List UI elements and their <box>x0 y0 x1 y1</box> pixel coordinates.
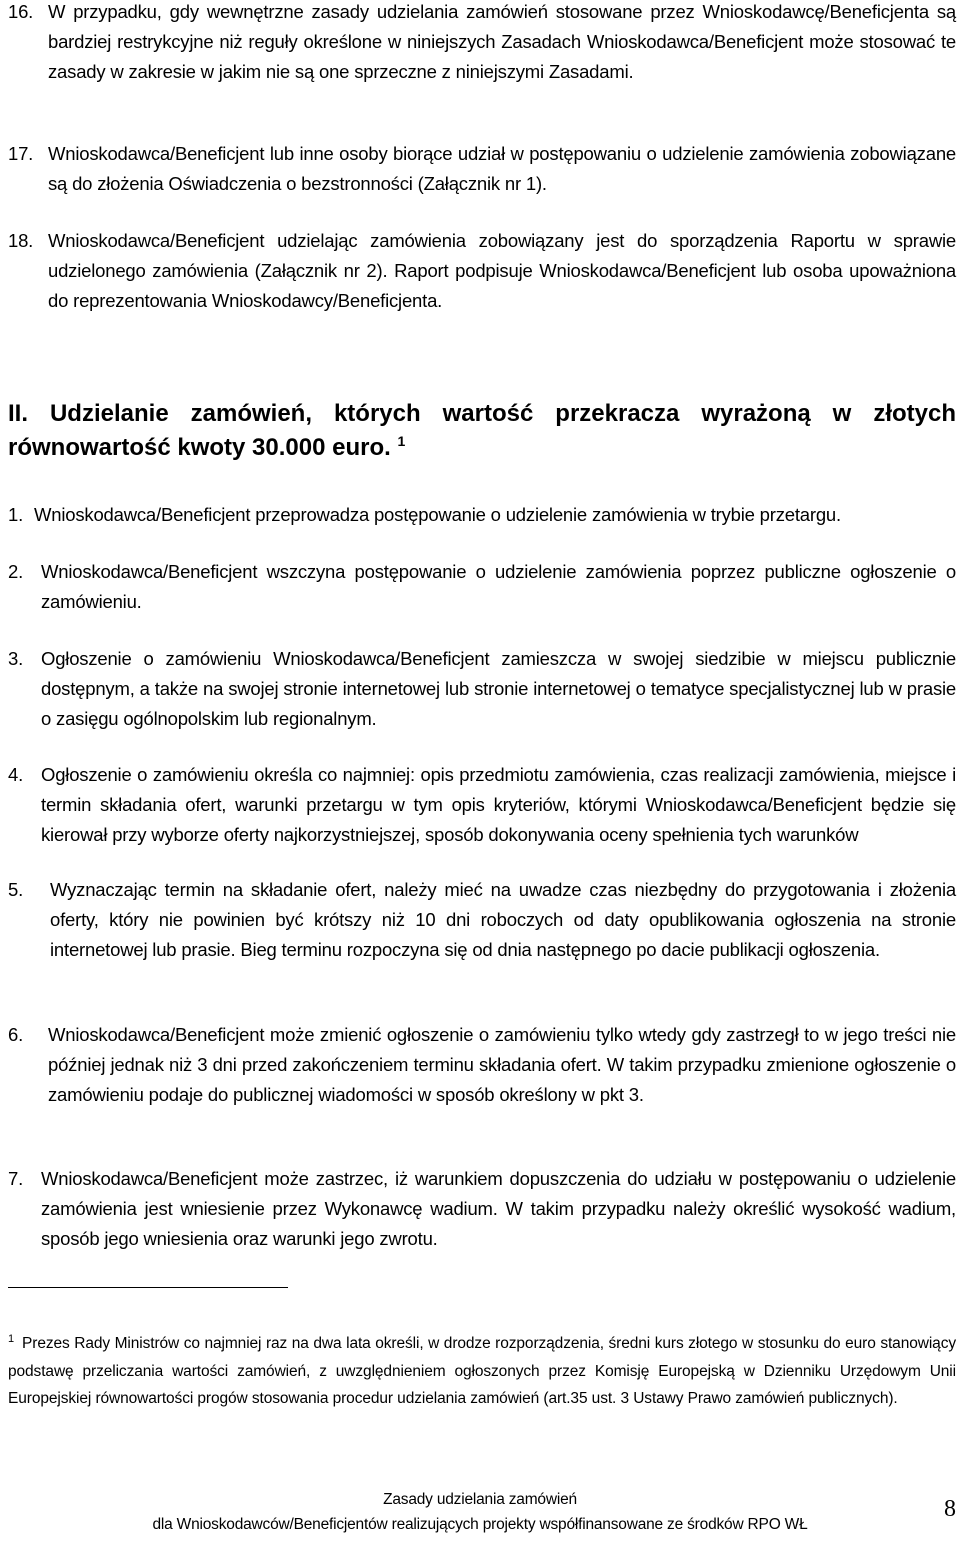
page-footer <box>100 1487 860 1537</box>
item-text: Wnioskodawca/Beneficjent może zastrzec, iż warunkiem dopuszczenia do udziału w postępowaniu o udzielenie zamówienia jest wniesienie przez Wykonawcę wadium. W takim przypadku należy określić wysokość wadium, sposób jego wniesienia oraz warunki jego zwrotu. <box>41 1168 956 1249</box>
footnote-separator <box>8 1287 288 1288</box>
list-item <box>8 644 956 734</box>
list-item <box>8 500 956 530</box>
list-item <box>8 1020 956 1110</box>
item-number: 4. <box>8 764 24 785</box>
section-heading <box>8 397 956 465</box>
item-text: Wnioskodawca/Beneficjent lub inne osoby biorące udział w postępowaniu o udzielenie zamówienia zobowiązane są do złożenia Oświadczenia o bezstronności (Załącznik nr 1). <box>48 143 956 194</box>
list-item <box>8 557 956 617</box>
footer-title: Zasady udzielania zamówień <box>383 1491 577 1508</box>
page-number: 8 <box>944 1496 956 1522</box>
footnote-reference: 1 <box>397 433 406 449</box>
section-heading-text: II. Udzielanie zamówień, których wartość przekracza wyrażoną w złotych równowartość kwoty 30.000 euro. <box>8 400 956 461</box>
item-text: Wnioskodawca/Beneficjent przeprowadza postępowanie o udzielenie zamówienia w trybie przetargu. <box>34 504 841 525</box>
footnote <box>8 1330 956 1413</box>
item-number: 2. <box>8 561 24 582</box>
item-text: Wyznaczając termin na składanie ofert, należy mieć na uwadze czas niezbędny do przygotowania i złożenia oferty, który nie powinien być krótszy niż 10 dni roboczych od daty opublikowania ogłoszenia na stronie internetowej lub prasie. Bieg terminu rozpoczyna się od dnia następnego po dacie publikacji ogłoszenia. <box>50 879 956 960</box>
list-item <box>8 139 956 199</box>
list-item <box>8 875 956 965</box>
item-number: 5. <box>8 879 24 900</box>
item-number: 3. <box>8 648 24 669</box>
list-item <box>8 0 956 87</box>
item-number: 1. <box>8 504 24 525</box>
item-number: 17. <box>8 143 34 164</box>
footer-subtitle: dla Wnioskodawców/Beneficjentów realizujących projekty współfinansowane ze środków RPO WŁ <box>152 1516 808 1533</box>
item-number: 7. <box>8 1168 24 1189</box>
footnote-text: Prezes Rady Ministrów co najmniej raz na dwa lata określi, w drodze rozporządzenia, średni kurs złotego w stosunku do euro stanowiący podstawę przeliczania wartości zamówień, z uwzględnieniem ogłoszonych przez Komisję Europejską w Dzienniku Urzędowym Unii Europejskiej równowartości progów stosowania procedur udzielania zamówień (art.35 ust. 3 Ustawy Prawo zamówień publicznych). <box>8 1335 956 1407</box>
footnote-marker: 1 <box>8 1332 15 1345</box>
item-number: 16. <box>8 1 34 22</box>
item-text: Wnioskodawca/Beneficjent udzielając zamówienia zobowiązany jest do sporządzenia Raportu w sprawie udzielonego zamówienia (Załącznik nr 2). Raport podpisuje Wnioskodawca/Beneficjent lub osoba upoważniona do reprezentowania Wnioskodawcy/Beneficjenta. <box>48 230 956 311</box>
item-number: 18. <box>8 230 34 251</box>
list-item <box>8 226 956 316</box>
item-number: 6. <box>8 1024 24 1045</box>
item-text: Ogłoszenie o zamówieniu określa co najmniej: opis przedmiotu zamówienia, czas realizacji zamówienia, miejsce i termin składania ofert, warunki przetargu w tym opis kryteriów, którymi Wnioskodawca/Beneficjent będzie się kierował przy wyborze oferty najkorzystniejszej, sposób dokonywania oceny spełnienia tych warunków <box>41 764 956 845</box>
list-item <box>8 760 956 850</box>
item-text: Wnioskodawca/Beneficjent wszczyna postępowanie o udzielenie zamówienia poprzez publiczne ogłoszenie o zamówieniu. <box>41 561 956 612</box>
item-text: Ogłoszenie o zamówieniu Wnioskodawca/Beneficjent zamieszcza w swojej siedzibie w miejscu publicznie dostępnym, a także na swojej stronie internetowej lub stronie internetowej o tematyce specjalistycznej lub w prasie o zasięgu ogólnopolskim lub regionalnym. <box>41 648 956 729</box>
item-text: W przypadku, gdy wewnętrzne zasady udzielania zamówień stosowane przez Wnioskodawcę/Beneficjenta są bardziej restrykcyjne niż reguły określone w niniejszych Zasadach Wnioskodawca/Beneficjent może stosować te zasady w zakresie w jakim nie są one sprzeczne z niniejszymi Zasadami. <box>48 1 956 82</box>
item-text: Wnioskodawca/Beneficjent może zmienić ogłoszenie o zamówieniu tylko wtedy gdy zastrzegł to w jego treści nie później jednak niż 3 dni przed zakończeniem terminu składania ofert. W takim przypadku zmienione ogłoszenie o zamówieniu podaje do publicznej wiadomości w sposób określony w pkt 3. <box>48 1024 956 1105</box>
list-item <box>8 1164 956 1254</box>
